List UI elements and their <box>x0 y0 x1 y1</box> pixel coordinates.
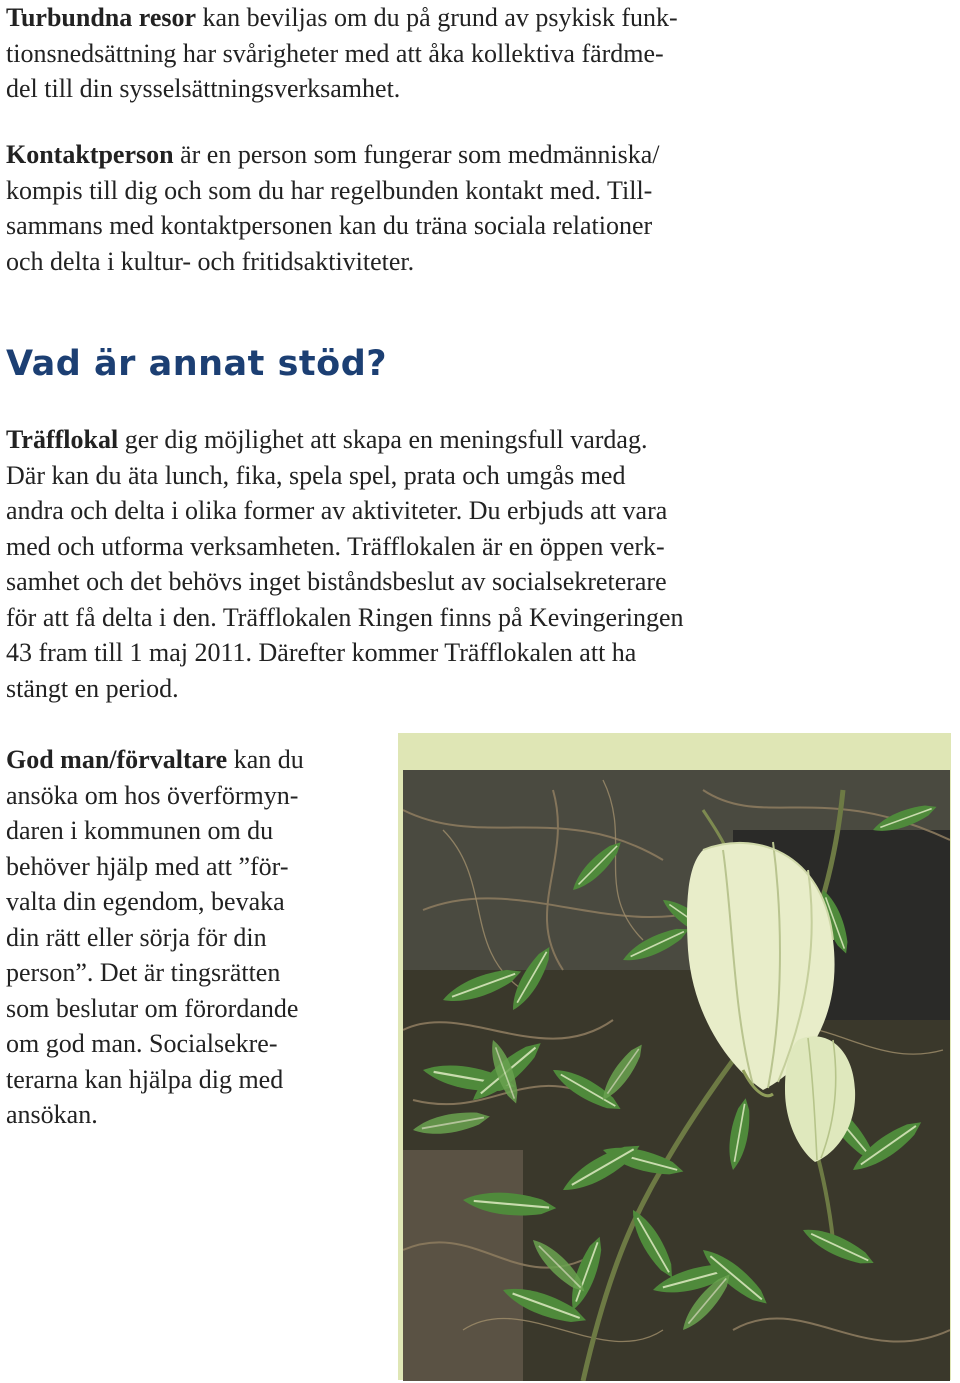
text-line: valta din egendom, bevaka <box>6 887 285 916</box>
term-kontaktperson: Kontaktperson <box>6 140 174 169</box>
text-line: som beslutar om förordande <box>6 993 299 1023</box>
term-turbundna-resor: Turbundna resor <box>6 3 197 32</box>
text-line: med och utforma verksamheten. Träfflokalen är en öppen verk- <box>6 531 665 561</box>
text-line: behöver hjälp med att ”för- <box>6 851 289 881</box>
text-line: Där kan du äta lunch, fika, spela spel, prata och umgås med <box>6 460 626 490</box>
text-line: kompis till dig och som du har regelbunden kontakt med. Till- <box>6 175 653 205</box>
text-line: tionsnedsättning har svårigheter med att åka kollektiva färdme- <box>6 38 664 68</box>
term-god-man: God man/förvaltare <box>6 745 228 774</box>
paragraph-turbundna-resor <box>6 0 678 107</box>
text-line: andra och delta i olika former av aktiviteter. Du erbjuds att vara <box>6 496 668 525</box>
text-line: kan du <box>227 745 304 774</box>
text-line: del till din sysselsättningsverksamhet. <box>6 74 401 103</box>
text-line: ger dig möjlighet att skapa en meningsfull vardag. <box>118 425 648 454</box>
text-line: och delta i kultur- och fritidsaktiviteter. <box>6 246 415 276</box>
text-line: ansöka om hos överförmyn- <box>6 780 299 810</box>
text-line: är en person som fungerar som medmänniska/ <box>173 140 660 169</box>
text-line: ansökan. <box>6 1100 98 1129</box>
text-line: sammans med kontaktpersonen kan du träna sociala relationer <box>6 211 653 240</box>
paragraph-kontaktperson <box>6 137 660 279</box>
paragraph-trafflokal <box>6 422 684 706</box>
section-heading: Vad är annat stöd? <box>6 344 388 384</box>
term-trafflokal: Träfflokal <box>6 425 119 454</box>
text-line: daren i kommunen om du <box>6 816 274 845</box>
clematis-illustration <box>403 770 950 1381</box>
text-line: stängt en period. <box>6 673 179 703</box>
text-line: person”. Det är tingsrätten <box>6 958 281 987</box>
text-line: kan beviljas om du på grund av psykisk funk- <box>196 3 678 32</box>
text-line: 43 fram till 1 maj 2011. Därefter kommer Träfflokalen att ha <box>6 638 637 667</box>
text-line: om god man. Socialsekre- <box>6 1029 278 1058</box>
paragraph-god-man <box>6 742 304 1133</box>
text-line: terarna kan hjälpa dig med <box>6 1064 284 1094</box>
text-line: för att få delta i den. Träfflokalen Ringen finns på Kevingeringen <box>6 602 684 632</box>
flower-photo <box>403 770 950 1381</box>
text-line: samhet och det behövs inget biståndsbeslut av socialsekreterare <box>6 567 667 596</box>
text-line: din rätt eller sörja för din <box>6 922 267 952</box>
